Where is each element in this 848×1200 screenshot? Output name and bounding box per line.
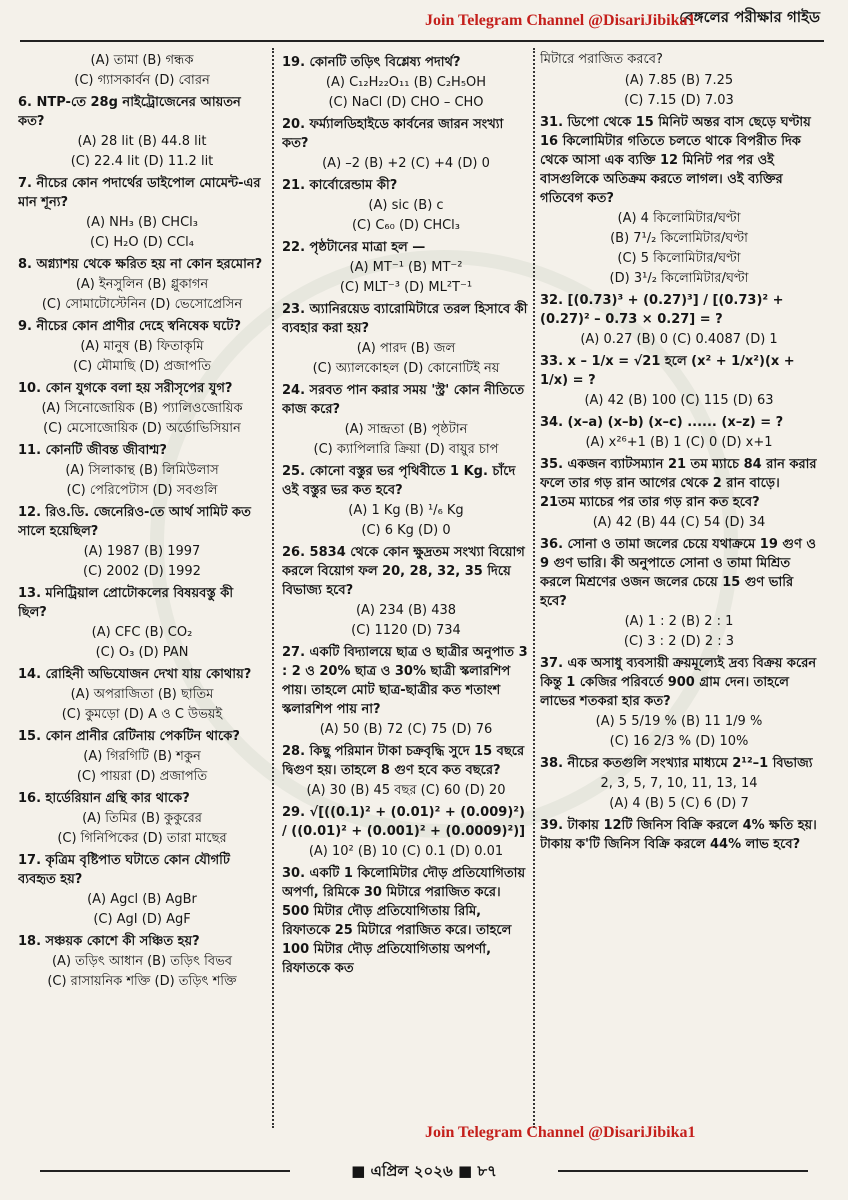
- telegram-watermark-top: Join Telegram Channel @DisariJibika1: [425, 12, 696, 29]
- answer-options: (C) মেসোজোয়িক (D) অর্ডোভিসিয়ান: [43, 421, 241, 436]
- question-text: 8. অগ্ন্যাশয় থেকে ক্ষরিত হয় না কোন হরমোন?: [18, 257, 263, 272]
- answer-options: (C) 22.4 lit (D) 11.2 lit: [70, 154, 214, 169]
- answer-options: (A) 1987 (B) 1997: [83, 544, 201, 559]
- answer-options: (A) পারদ (B) জল: [356, 341, 456, 356]
- column-3: [540, 50, 818, 1130]
- answer-options: (B) 7¹/₂ কিলোমিটার/ঘণ্টা: [610, 231, 748, 246]
- question-text: 18. সঞ্চয়ক কোশে কী সঞ্চিত হয়?: [18, 934, 200, 949]
- answer-options: (A) 30 (B) 45 বছর (C) 60 (D) 20: [306, 783, 506, 798]
- question-text: 28. কিছু পরিমান টাকা চক্রবৃদ্ধি সুদে 15 বছরে দ্বিগুণ হয়। তাহলে 8 গুণ হবে কত বছরে?: [282, 744, 525, 778]
- answer-options: (A) Agcl (B) AgBr: [87, 892, 197, 907]
- answer-options: (A) 28 lit (B) 44.8 lit: [77, 134, 207, 149]
- answer-options: (C) 5 কিলোমিটার/ঘণ্টা: [617, 251, 741, 266]
- answer-options: (A) sic (B) c: [368, 198, 444, 213]
- answer-options: (A) 42 (B) 44 (C) 54 (D) 34: [592, 515, 766, 530]
- answer-options: (C) O₃ (D) PAN: [95, 645, 189, 660]
- question-text: 20. ফর্ম্যালডিহাইডে কার্বনের জারন সংখ্যা কত?: [282, 117, 504, 151]
- answer-options: (A) তামা (B) গন্ধক: [90, 53, 194, 68]
- question-text: 31. ডিপো থেকে 15 মিনিট অন্তর বাস ছেড়ে ঘণ্টায় 16 কিলোমিটার গতিতে চলতে থাকে বিপরীত দিক থেকে আসা এক ব্যক্তি 12 মিনিট পর পর ওই বাসগুলিকে অতিক্রম করতে লাগল। ওই ব্যক্তির গতিবেগ কত?: [540, 115, 811, 206]
- question-text: 33. x – 1/x = √21 হলে (x² + 1/x²)(x + 1/x) = ?: [540, 354, 795, 388]
- answer-options: (A) x²⁶+1 (B) 1 (C) 0 (D) x+1: [585, 435, 773, 450]
- running-header: বেঙ্গলের পরীক্ষার গাইড: [679, 8, 820, 26]
- question-text: 6. NTP-তে 28g নাইট্রোজেনের আয়তন কত?: [18, 95, 241, 129]
- answer-options: (C) 2002 (D) 1992: [83, 564, 201, 579]
- column-separator: [272, 48, 274, 1128]
- answer-options: (C) 3 : 2 (D) 2 : 3: [623, 634, 735, 649]
- question-text: 27. একটি বিদ্যালয়ে ছাত্র ও ছাত্রীর অনুপাত 3 : 2 ও 20% ছাত্র ও 30% ছাত্রী স্কলারশিপ পায়। তাহলে মোট ছাত্র-ছাত্রীর কত শতাংশ স্কলারশিপ পায় না?: [282, 645, 528, 717]
- column-2: [282, 50, 530, 1130]
- question-text: 21. কার্বোরেন্ডাম কী?: [282, 178, 398, 193]
- question-text: 26. 5834 থেকে কোন ক্ষুদ্রতম সংখ্যা বিয়োগ করলে বিয়োগ ফল 20, 28, 32, 35 দিয়ে বিভাজ্য হবে?: [282, 545, 525, 598]
- question-text: 34. (x–a) (x–b) (x–c) ...... (x–z) = ?: [540, 415, 784, 430]
- answer-options: (A) –2 (B) +2 (C) +4 (D) 0: [322, 156, 490, 171]
- question-text: 19. কোনটি তড়িৎ বিশ্লেষ্য পদার্থ?: [282, 55, 461, 70]
- answer-options: (A) 10² (B) 10 (C) 0.1 (D) 0.01: [308, 844, 504, 859]
- answer-options: (C) কুমড়ো (D) A ও C উভয়ই: [61, 707, 223, 722]
- answer-options: (A) গিরগিটি (B) শকুন: [83, 749, 201, 764]
- answer-options: (C) 16 2/3 % (D) 10%: [609, 734, 749, 749]
- answer-options: (A) মানুষ (B) ফিতাকৃমি: [80, 339, 204, 354]
- column-separator: [533, 48, 535, 1128]
- answer-options: (A) 4 (B) 5 (C) 6 (D) 7: [609, 796, 749, 811]
- answer-options: 2, 3, 5, 7, 10, 11, 13, 14: [600, 776, 758, 791]
- answer-options: (A) 0.27 (B) 0 (C) 0.4087 (D) 1: [580, 332, 778, 347]
- answer-options: (C) গিনিপিকের (D) তারা মাছের: [57, 831, 227, 846]
- answer-options: (A) সিলাকান্থ (B) লিমিউলাস: [65, 463, 219, 478]
- answer-options: (A) NH₃ (B) CHCl₃: [86, 215, 198, 230]
- answer-options: (C) ক্যাপিলারি ক্রিয়া (D) বায়ুর চাপ: [313, 442, 499, 457]
- answer-options: (A) তিমির (B) কুকুরের: [82, 811, 202, 826]
- answer-options: (C) 7.15 (D) 7.03: [624, 93, 734, 108]
- column-1: [18, 50, 266, 1130]
- question-text: 38. নীচের কতগুলি সংখ্যার মাধ্যমে 2¹²–1 বিভাজ্য: [540, 756, 813, 771]
- answer-options: (C) পায়রা (D) প্রজাপতি: [76, 769, 208, 784]
- answer-options: (C) সোমাটোস্টেনিন (D) ভেসোপ্রেসিন: [41, 297, 243, 312]
- page-footer: ■ এপ্রিল ২০২৬ ■ ৮৭: [351, 1162, 497, 1180]
- answer-options: (A) CFC (B) CO₂: [91, 625, 193, 640]
- answer-options: (C) রাসায়নিক শক্তি (D) তড়িৎ শক্তি: [47, 974, 237, 989]
- answer-options: (A) MT⁻¹ (B) MT⁻²: [349, 260, 463, 275]
- question-text: 9. নীচের কোন প্রাণীর দেহে স্বনিষেক ঘটে?: [18, 319, 242, 334]
- answer-options: (D) 3¹/₂ কিলোমিটার/ঘণ্টা: [609, 271, 749, 286]
- answer-options: (A) 7.85 (B) 7.25: [624, 73, 734, 88]
- answer-options: (C) 1120 (D) 734: [351, 623, 461, 638]
- answer-options: (A) 1 : 2 (B) 2 : 1: [624, 614, 734, 629]
- answer-options: (A) অপরাজিতা (B) ছাতিম: [70, 687, 214, 702]
- question-text: 25. কোনো বস্তুর ভর পৃথিবীতে 1 Kg. চাঁদে ওই বস্তুর ভর কত হবে?: [282, 464, 516, 498]
- telegram-watermark-bottom: Join Telegram Channel @DisariJibika1: [425, 1124, 696, 1141]
- answer-options: (C) পেরিপেটাস (D) সবগুলি: [66, 483, 218, 498]
- question-text: 10. কোন যুগকে বলা হয় সরীসৃপের যুগ?: [18, 381, 233, 396]
- answer-options: (A) 1 Kg (B) ¹/₆ Kg: [348, 503, 464, 518]
- answer-options: (A) 4 কিলোমিটার/ঘণ্টা: [617, 211, 741, 226]
- question-text: 16. হার্ডেরিয়ান গ্রন্থি কার থাকে?: [18, 791, 190, 806]
- answer-options: (A) তড়িৎ আধান (B) তড়িৎ বিভব: [51, 954, 233, 969]
- answer-options: (C) 6 Kg (D) 0: [361, 523, 451, 538]
- answer-options: (C) মৌমাছি (D) প্রজাপতি: [73, 359, 211, 374]
- answer-options: (A) সান্দ্রতা (B) পৃষ্ঠটান: [344, 422, 468, 437]
- answer-options: (C) NaCl (D) CHO – CHO: [328, 95, 484, 110]
- header-rule: [20, 40, 824, 42]
- answer-options: (C) AgI (D) AgF: [93, 912, 191, 927]
- question-text: 24. সরবত পান করার সময় 'স্ট্র' কোন নীতিতে কাজ করে?: [282, 383, 525, 417]
- question-text: 37. এক অসাধু ব্যবসায়ী ক্রয়মূল্যেই দ্রব্য বিক্রয় করেন কিন্তু 1 কেজির পরিবর্তে 900 গ্রাম দেন। তাহলে লাভের শতকরা হার কত?: [540, 656, 817, 709]
- answer-options: (A) 5 5/19 % (B) 11 1/9 %: [595, 714, 763, 729]
- question-text: 29. √[((0.1)² + (0.01)² + (0.009)²) / ((0.01)² + (0.001)² + (0.0009)²)]: [282, 805, 526, 839]
- answer-options: (A) সিনোজোয়িক (B) প্যালিওজোয়িক: [41, 401, 243, 416]
- answer-options: (A) 234 (B) 438: [355, 603, 457, 618]
- answer-options: (C) গ্যাসকার্বন (D) বোরন: [74, 73, 210, 88]
- question-text: 17. কৃত্রিম বৃষ্টিপাত ঘটাতে কোন যৌগটি ব্যবহৃত হয়?: [18, 853, 230, 887]
- answer-options: (A) 50 (B) 72 (C) 75 (D) 76: [319, 722, 493, 737]
- question-text: 12. রিও.ডি. জেনেরিও-তে আর্থ সামিট কত সালে হয়েছিল?: [18, 505, 251, 539]
- question-text: 35. একজন ব্যাটসম্যান 21 তম ম্যাচে 84 রান করার ফলে তার গড় রান আগের থেকে 2 রান বাড়ে। 21তম ম্যাচের পর তার গড় রান কত হবে?: [540, 457, 817, 510]
- question-text: 7. নীচের কোন পদার্থের ডাইপোল মোমেন্ট-এর মান শূন্য?: [18, 176, 261, 210]
- answer-options: (C) MLT⁻³ (D) ML²T⁻¹: [339, 280, 473, 295]
- question-continuation: মিটারে পরাজিত করবে?: [540, 52, 663, 67]
- question-text: 30. একটি 1 কিলোমিটার দৌড় প্রতিযোগিতায় অপর্ণা, রিমিকে 30 মিটারে পরাজিত করে। 500 মিটার দৌড় প্রতিযোগিতায় রিমি, রিফাতকে 25 মিটারে পরাজিত করে। তাহলে 100 মিটার দৌড় প্রতিযোগিতায় অপর্ণা, রিফাতকে কত: [282, 866, 526, 976]
- question-text: 22. পৃষ্ঠটানের মাত্রা হল —: [282, 240, 426, 255]
- answer-options: (C) H₂O (D) CCl₄: [90, 235, 194, 250]
- answer-options: (C) C₆₀ (D) CHCl₃: [351, 218, 461, 233]
- question-text: 13. মনিট্রিয়াল প্রোটোকলের বিষয়বস্তু কী ছিল?: [18, 586, 234, 620]
- question-text: 11. কোনটি জীবন্ত জীবাশ্ম?: [18, 443, 167, 458]
- question-text: 36. সোনা ও তামা জলের চেয়ে যথাক্রমে 19 গুণ ও 9 গুণ ভারি। কী অনুপাতে সোনা ও তামা মিশ্রিত করলে মিশ্রণের ওজন জলের চেয়ে 15 গুণ ভারি হবে?: [540, 537, 816, 609]
- answer-options: (A) 42 (B) 100 (C) 115 (D) 63: [584, 393, 774, 408]
- question-text: 32. [(0.73)³ + (0.27)³] / [(0.73)² + (0.27)² – 0.73 × 0.27] = ?: [540, 293, 784, 327]
- question-text: 14. রোহিনী অভিযোজন দেখা যায় কোথায়?: [18, 667, 252, 682]
- answer-options: (A) ইনসুলিন (B) গ্লুকাগন: [75, 277, 209, 292]
- question-text: 39. টাকায় 12টি জিনিস বিক্রি করলে 4% ক্ষতি হয়। টাকায় ক'টি জিনিস বিক্রি করলে 44% লাভ হবে?: [540, 818, 817, 852]
- question-text: 15. কোন প্রানীর রেটিনায় পেকটিন থাকে?: [18, 729, 240, 744]
- question-text: 23. অ্যানিরয়েড ব্যারোমিটারে তরল হিসাবে কী ব্যবহার করা হয়?: [282, 302, 528, 336]
- answer-options: (A) C₁₂H₂₂O₁₁ (B) C₂H₅OH: [325, 75, 487, 90]
- answer-options: (C) অ্যালকোহল (D) কোনোটিই নয়: [312, 361, 500, 376]
